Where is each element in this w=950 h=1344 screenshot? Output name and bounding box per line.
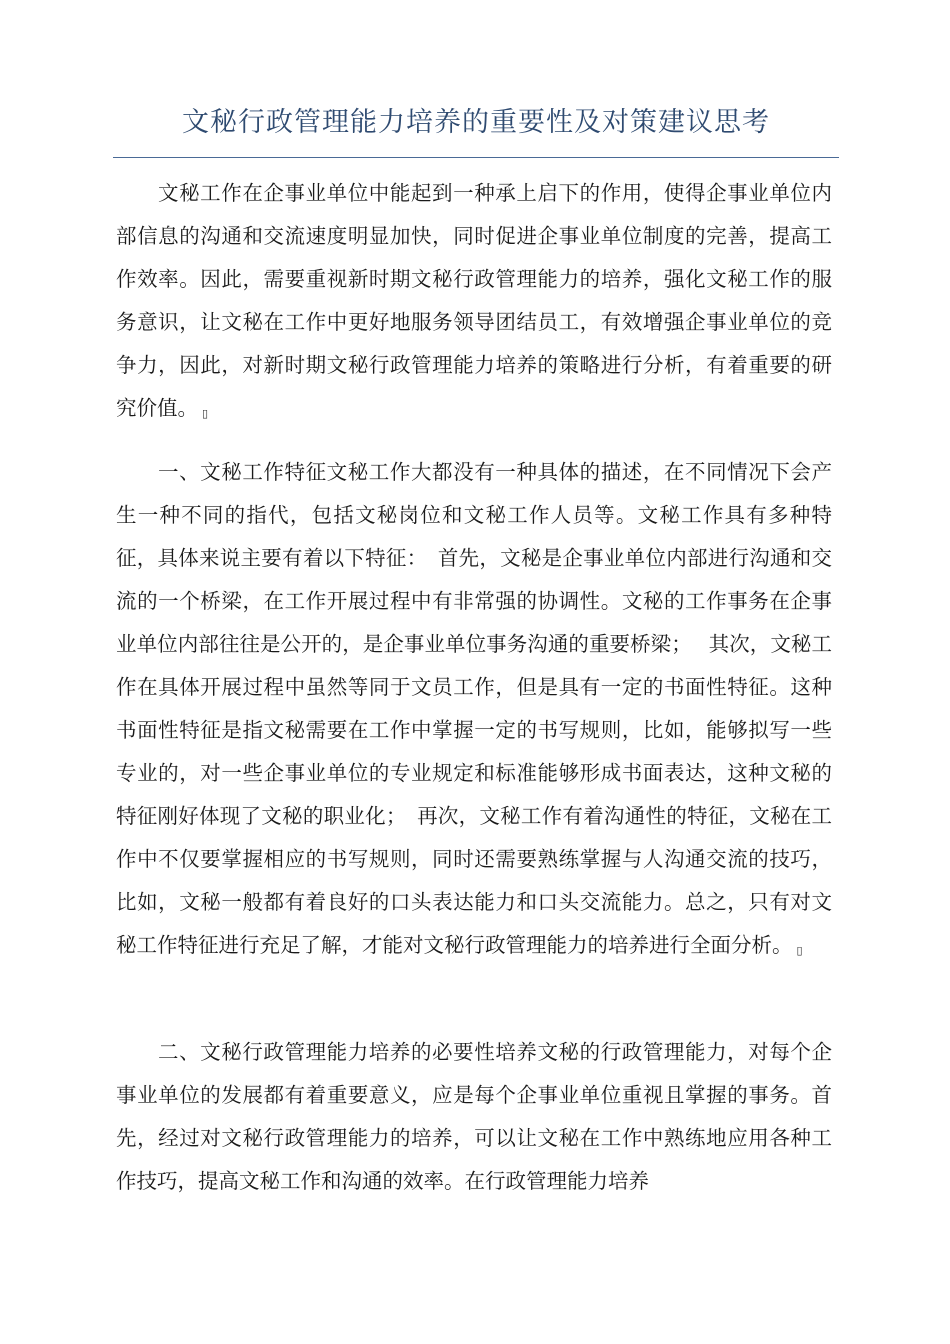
title-divider — [113, 157, 839, 158]
paragraph-section-1 — [116, 451, 832, 972]
paragraph-intro — [116, 172, 832, 435]
paragraph-text: 一、文秘工作特征文秘工作大都没有一种具体的描述，在不同情况下会产生一种不同的指代，包括文秘岗位和文秘工作人员等。文秘工作具有多种特征，具体来说主要有着以下特征： 首先，文秘是企事业单位内部进行沟通和交流的一个桥梁，在工作开展过程中有非常强的协调性。文秘的工作事务在企事业单位内部往往是公开的，是企事业单位事务沟通的重要桥梁； 其次，文秘工作在具体开展过程中虽然等同于文员工作，但是具有一定的书面性特征。这种书面性特征是指文秘需要在工作中掌握一定的书写规则，比如，能够拟写一些专业的，对一些企事业单位的专业规定和标准能够形成书面表达，这种文秘的特征刚好体现了文秘的职业化； 再次，文秘工作有着沟通性的特征，文秘在工作中不仅要掌握相应的书写规则，同时还需要熟练掌握与人沟通交流的技巧，比如，文秘一般都有着良好的口头表达能力和口头交流能力。总之，只有对文秘工作特征进行充足了解，才能对文秘行政管理能力的培养进行全面分析。 — [116, 460, 832, 957]
paragraph-end-mark: ▯ — [796, 944, 803, 957]
paragraph-text: 文秘工作在企事业单位中能起到一种承上启下的作用，使得企事业单位内部信息的沟通和交流速度明显加快，同时促进企事业单位制度的完善，提高工作效率。因此，需要重视新时期文秘行政管理能力的培养，强化文秘工作的服务意识，让文秘在工作中更好地服务领导团结员工，有效增强企事业单位的竞争力，因此，对新时期文秘行政管理能力培养的策略进行分析，有着重要的研究价值。 — [116, 181, 832, 420]
paragraph-section-2 — [116, 1031, 832, 1203]
document-title: 文秘行政管理能力培养的重要性及对策建议思考 — [182, 107, 770, 138]
paragraph-end-mark: ▯ — [202, 407, 209, 420]
paragraph-text: 二、文秘行政管理能力培养的必要性培养文秘的行政管理能力，对每个企事业单位的发展都有着重要意义，应是每个企事业单位重视且掌握的事务。首先，经过对文秘行政管理能力的培养，可以让文秘在工作中熟练地应用各种工作技巧，提高文秘工作和沟通的效率。在行政管理能力培养 — [116, 1040, 832, 1193]
